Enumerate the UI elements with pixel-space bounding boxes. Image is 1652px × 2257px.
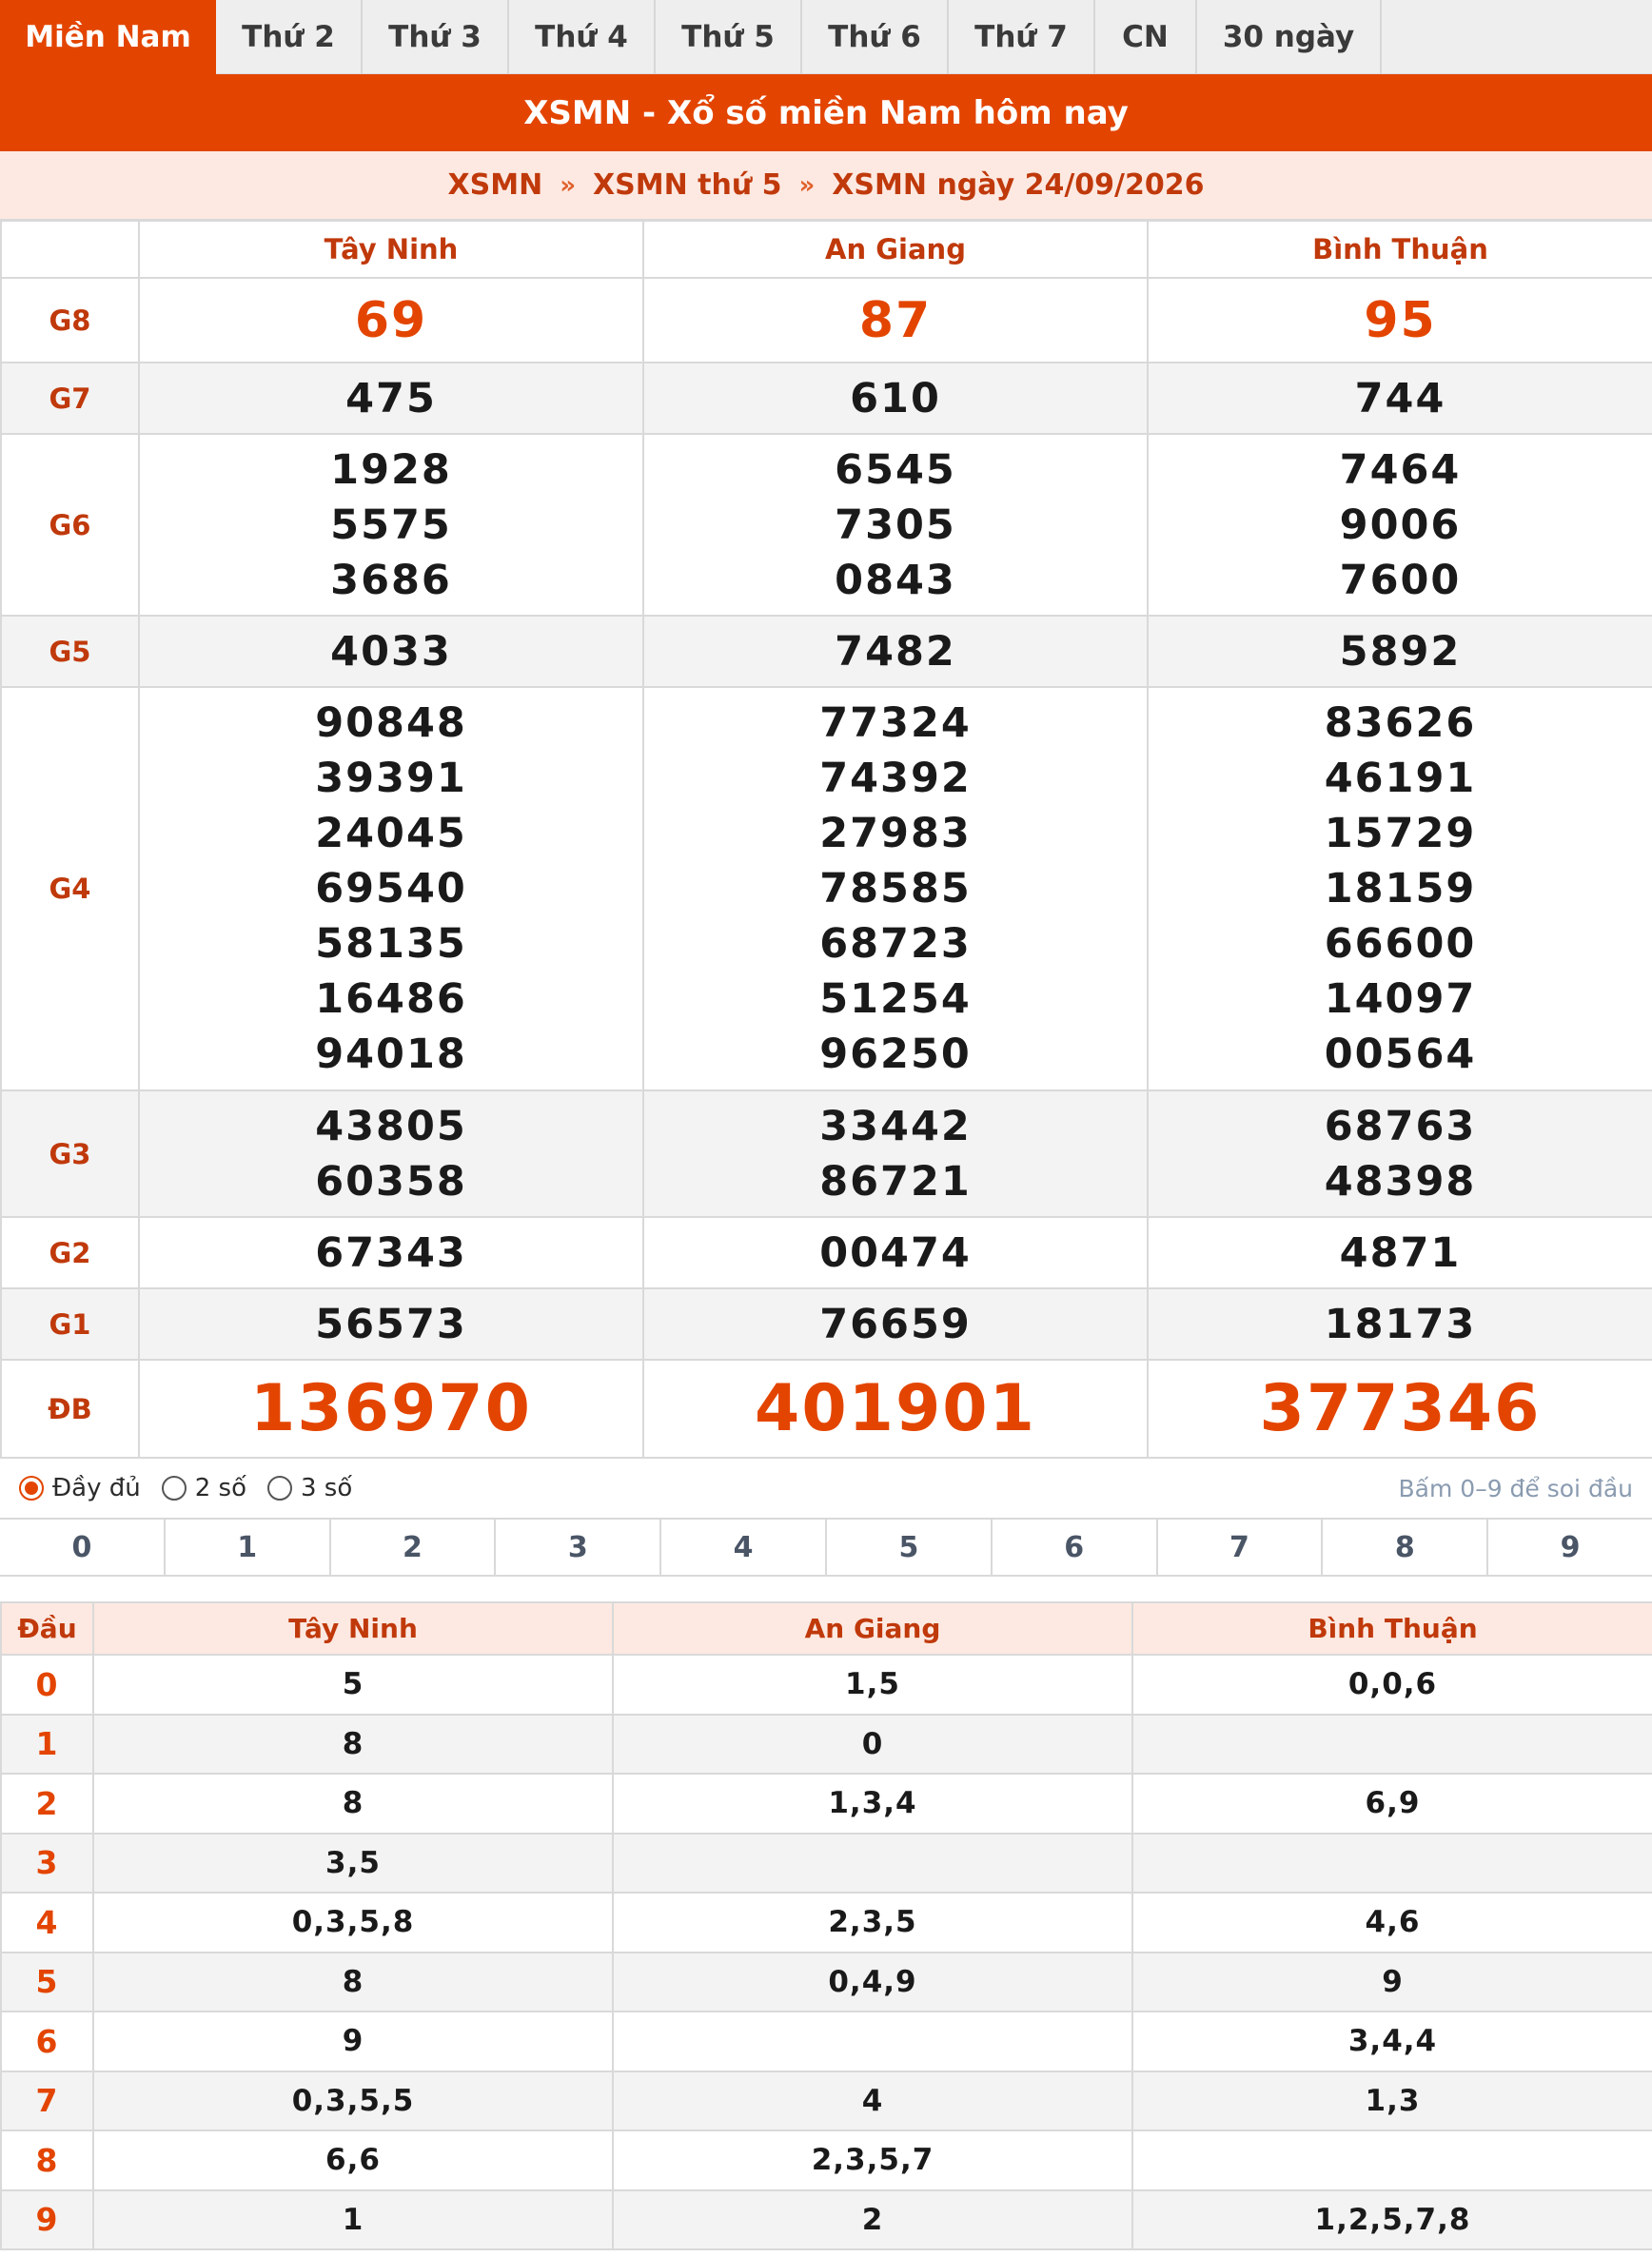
prize-number: 27983 [819,810,972,857]
tab-thu-5[interactable]: Thứ 5 [656,0,802,74]
prize-number: 4871 [1148,1217,1652,1288]
prize-number: 69 [139,278,643,363]
prize-cell [139,687,643,1090]
special-prize-number: 401901 [643,1360,1148,1458]
province-header: Bình Thuận [1132,1602,1652,1655]
prize-cell [139,434,643,616]
dau-row [1,2071,1652,2131]
breadcrumb-xsmn[interactable]: XSMN [447,168,543,202]
dau-digit: 6 [1,2012,93,2071]
prize-number: 96250 [819,1030,972,1078]
dau-cell: 3,4,4 [1132,2012,1652,2071]
radio-unchecked-icon[interactable] [267,1476,292,1501]
dau-cell: 4 [613,2071,1132,2131]
dau-cell: 9 [93,2012,613,2071]
prize-label: G4 [1,687,139,1090]
radio-3-digits[interactable] [267,1474,352,1502]
dau-cell: 0,3,5,5 [93,2071,613,2131]
prize-label: G5 [1,616,139,687]
prize-label: ĐB [1,1360,139,1458]
prize-number: 5575 [330,500,452,549]
prize-row-g1 [1,1288,1652,1360]
dau-cell: 4,6 [1132,1893,1652,1953]
tab-30-ngay[interactable]: 30 ngày [1197,0,1382,74]
prize-number: 7305 [835,500,956,549]
prize-number: 0843 [835,556,956,604]
digit-button-6[interactable]: 6 [991,1520,1156,1575]
radio-label: Đầy đủ [52,1474,141,1502]
prize-cell [643,1090,1148,1217]
digit-button-7[interactable]: 7 [1156,1520,1322,1575]
dau-cell: 1,5 [613,1655,1132,1715]
prize-number: 475 [139,363,643,434]
dau-row [1,1893,1652,1953]
prize-number: 6545 [835,445,956,494]
digit-button-2[interactable]: 2 [329,1520,495,1575]
dau-digit: 2 [1,1774,93,1834]
dau-digit: 4 [1,1893,93,1953]
dau-cell: 0,3,5,8 [93,1893,613,1953]
prize-number: 48398 [1324,1157,1477,1206]
digit-buttons [0,1520,1652,1577]
special-prize-number: 377346 [1148,1360,1652,1458]
radio-unchecked-icon[interactable] [162,1476,187,1501]
prize-number: 33442 [819,1102,972,1150]
prize-number: 95 [1148,278,1652,363]
dau-digit: 5 [1,1953,93,2012]
prize-row-g5 [1,616,1652,687]
dau-cell: 1,3,4 [613,1774,1132,1834]
prize-number: 60358 [315,1157,467,1206]
prize-cell [1148,687,1652,1090]
dau-digit: 1 [1,1715,93,1775]
prize-number: 744 [1148,363,1652,434]
tab-cn[interactable]: CN [1095,0,1197,74]
page-title: XSMN - Xổ số miền Nam hôm nay [0,74,1652,151]
dau-cell: 8 [93,1953,613,2012]
province-header: Tây Ninh [139,221,643,278]
dau-cell: 6,6 [93,2130,613,2190]
dau-digit: 8 [1,2130,93,2190]
prize-number: 16486 [315,975,467,1023]
prize-number: 46191 [1324,755,1477,802]
corner-cell [1,221,139,278]
dau-digit: 7 [1,2071,93,2131]
dau-row [1,2012,1652,2071]
breadcrumb-separator: » [798,170,816,200]
prize-number: 1928 [330,445,452,494]
prize-row-g6 [1,434,1652,616]
dau-cell [1132,2130,1652,2190]
dau-cell [613,2012,1132,2071]
dau-header: Đầu [1,1602,93,1655]
prize-number: 67343 [139,1217,643,1288]
prize-cell [643,687,1148,1090]
tab-thu-7[interactable]: Thứ 7 [949,0,1095,74]
prize-row-g3 [1,1090,1652,1217]
prize-number: 18173 [1148,1288,1652,1360]
prize-cell [643,434,1148,616]
dau-cell: 8 [93,1774,613,1834]
prize-number: 56573 [139,1288,643,1360]
dau-row [1,1834,1652,1894]
prize-number: 90848 [315,699,467,747]
prize-number: 43805 [315,1102,467,1150]
prize-number: 00564 [1324,1030,1477,1078]
prize-row-g7 [1,363,1652,434]
display-options [0,1459,1652,1520]
dau-cell: 1,2,5,7,8 [1132,2190,1652,2250]
prize-number: 51254 [819,975,972,1023]
results-header-row [1,221,1652,278]
tab-thu-6[interactable]: Thứ 6 [802,0,949,74]
prize-cell [139,1090,643,1217]
dau-row [1,1953,1652,2012]
prize-number: 86721 [819,1157,972,1206]
province-header: An Giang [643,221,1148,278]
prize-number: 00474 [643,1217,1148,1288]
results-table [0,220,1652,1459]
prize-number: 68763 [1324,1102,1477,1150]
dau-row [1,1655,1652,1715]
day-tabs [0,0,1652,74]
prize-label: G3 [1,1090,139,1217]
prize-number: 58135 [315,920,467,968]
dau-cell: 6,9 [1132,1774,1652,1834]
dau-cell: 3,5 [93,1834,613,1894]
dau-cell [613,1834,1132,1894]
prize-number: 68723 [819,920,972,968]
dau-digit: 0 [1,1655,93,1715]
digit-button-9[interactable]: 9 [1486,1520,1652,1575]
dau-cell: 0,4,9 [613,1953,1132,2012]
prize-number: 83626 [1324,699,1477,747]
dau-cell: 5 [93,1655,613,1715]
dau-cell [1132,1715,1652,1775]
dau-cell: 1,3 [1132,2071,1652,2131]
prize-number: 5892 [1148,616,1652,687]
digit-button-0[interactable]: 0 [71,1530,92,1564]
breadcrumb-separator: » [560,170,576,200]
radio-2-digits[interactable] [162,1474,246,1502]
dau-cell: 2 [613,2190,1132,2250]
prize-row-g8 [1,278,1652,363]
digit-button-4[interactable]: 4 [659,1520,825,1575]
digit-button-3[interactable]: 3 [494,1520,659,1575]
dau-cell: 9 [1132,1953,1652,2012]
breadcrumb [0,151,1652,220]
dau-digit: 3 [1,1834,93,1894]
prize-number: 9006 [1339,500,1462,549]
radio-checked-icon[interactable] [19,1476,44,1501]
prize-label: G8 [1,278,139,363]
prize-row-g2 [1,1217,1652,1288]
prize-label: G1 [1,1288,139,1360]
tab-mien-nam[interactable]: Miền Nam [0,0,216,74]
dau-row [1,1774,1652,1834]
dau-cell: 0,0,6 [1132,1655,1652,1715]
dau-row [1,2190,1652,2250]
tab-thu-2[interactable]: Thứ 2 [216,0,363,74]
prize-number: 14097 [1324,975,1477,1023]
prize-number: 77324 [819,699,972,747]
dau-cell: 8 [93,1715,613,1775]
digit-button-1[interactable]: 1 [164,1520,329,1575]
radio-label: 3 số [300,1474,353,1502]
prize-cell [1148,1090,1652,1217]
dau-cell: 2,3,5 [613,1893,1132,1953]
prize-number: 4033 [139,616,643,687]
prize-number: 7464 [1339,445,1462,494]
province-header: Bình Thuận [1148,221,1652,278]
dau-header-row [1,1602,1652,1655]
prize-number: 7482 [643,616,1148,687]
prize-number: 78585 [819,865,972,913]
province-header: Tây Ninh [93,1602,613,1655]
prize-row-special [1,1360,1652,1458]
breadcrumb-xsmn-date[interactable]: XSMN ngày 24/09/2026 [832,168,1205,202]
prize-number: 66600 [1324,920,1477,968]
radio-full[interactable] [19,1474,141,1502]
prize-number: 24045 [315,810,467,857]
province-header: An Giang [613,1602,1132,1655]
prize-number: 94018 [315,1030,467,1078]
prize-number: 69540 [315,865,467,913]
tab-thu-3[interactable]: Thứ 3 [363,0,509,74]
special-prize-number: 136970 [139,1360,643,1458]
dau-cell [1132,1834,1652,1894]
digit-button-5[interactable]: 5 [825,1520,991,1575]
prize-label: G6 [1,434,139,616]
dau-cell: 1 [93,2190,613,2250]
digit-hint: Bấm 0–9 để soi đầu [1398,1474,1633,1502]
dau-row [1,1715,1652,1775]
prize-row-g4 [1,687,1652,1090]
dau-cell: 2,3,5,7 [613,2130,1132,2190]
prize-number: 76659 [643,1288,1148,1360]
dau-table [0,1601,1652,2250]
dau-row [1,2130,1652,2190]
prize-label: G2 [1,1217,139,1288]
prize-number: 87 [643,278,1148,363]
dau-cell: 0 [613,1715,1132,1775]
breadcrumb-xsmn-thu-5[interactable]: XSMN thứ 5 [592,168,782,202]
radio-label: 2 số [194,1474,246,1502]
prize-number: 3686 [330,556,452,604]
prize-number: 39391 [315,755,467,802]
tab-thu-4[interactable]: Thứ 4 [509,0,656,74]
prize-label: G7 [1,363,139,434]
prize-number: 74392 [819,755,972,802]
prize-number: 7600 [1339,556,1462,604]
prize-number: 15729 [1324,810,1477,857]
digit-button-8[interactable]: 8 [1321,1520,1486,1575]
dau-digit: 9 [1,2190,93,2250]
prize-number: 610 [643,363,1148,434]
prize-cell [1148,434,1652,616]
section-spacer [0,1577,1652,1601]
prize-number: 18159 [1324,865,1477,913]
